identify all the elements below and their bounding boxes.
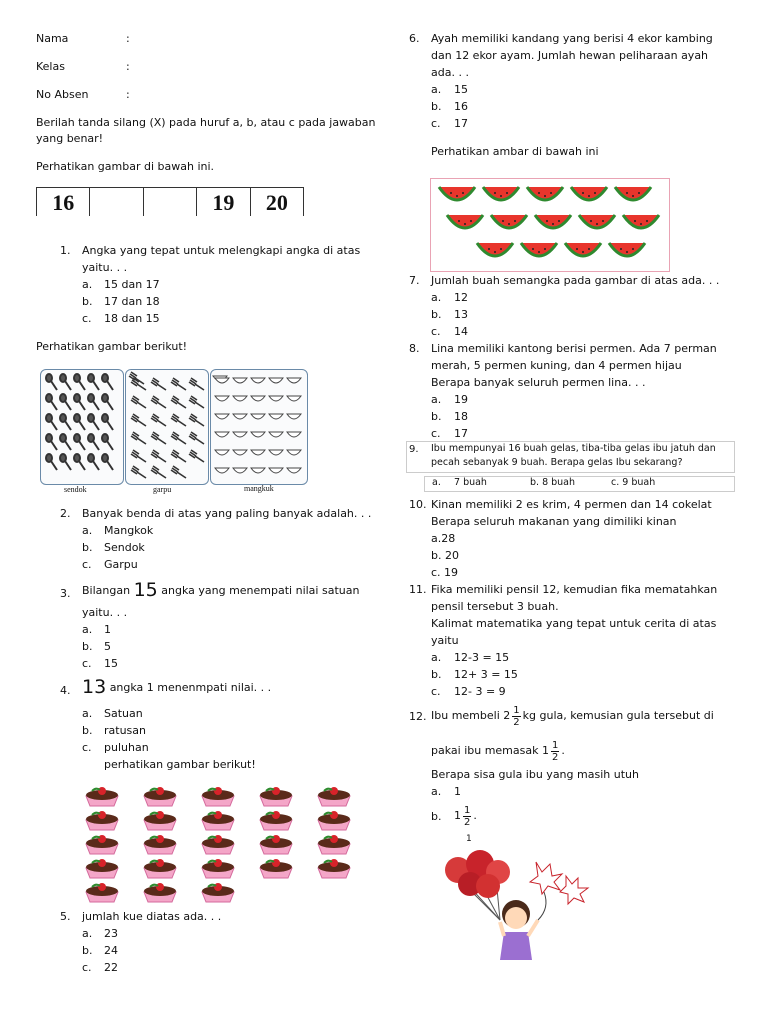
- q3-option-b[interactable]: 5: [104, 640, 111, 653]
- q4-text: [82, 676, 271, 699]
- q1-option-c[interactable]: 18 dan 15: [104, 312, 160, 325]
- label-absen: No Absen: [36, 88, 89, 101]
- q9-option-c[interactable]: c. 9 buah: [611, 477, 656, 488]
- forks-illustration: [126, 370, 208, 484]
- q8-option-letter[interactable]: a.: [431, 393, 442, 406]
- number-cell: [90, 188, 143, 216]
- q12-number: 12.: [409, 710, 427, 723]
- q9-option-b[interactable]: b. 8 buah: [530, 477, 576, 488]
- q12-text: Berapa sisa gula ibu yang masih utuh: [431, 768, 639, 781]
- q12-option-letter[interactable]: b.: [431, 810, 442, 823]
- q5-option-letter[interactable]: c.: [82, 961, 92, 974]
- fraction-numerator: 1: [464, 804, 471, 816]
- q3-pre: Bilangan: [82, 584, 131, 597]
- q3-option-letter[interactable]: c.: [82, 657, 92, 670]
- q11-text: pensil tersebut 3 buah.: [431, 600, 559, 613]
- q7-text: Jumlah buah semangka pada gambar di atas ada. . .: [431, 274, 720, 287]
- q4-number: 4.: [60, 684, 71, 697]
- q8-option-c[interactable]: 17: [454, 427, 468, 440]
- q5-option-letter[interactable]: a.: [82, 927, 93, 940]
- q12-stray-number: 1: [466, 834, 472, 844]
- perhatikan-2: Perhatikan gambar berikut!: [36, 340, 188, 353]
- q11-option-letter[interactable]: a.: [431, 651, 442, 664]
- q2-option-b[interactable]: Sendok: [104, 541, 145, 554]
- q10-text: Berapa seluruh makanan yang dimiliki kinan: [431, 515, 677, 528]
- q7-option-letter[interactable]: a.: [431, 291, 442, 304]
- q4-option-b[interactable]: ratusan: [104, 724, 146, 737]
- q6-text: Ayah memiliki kandang yang berisi 4 ekor kambing: [431, 32, 713, 45]
- q10-option-b[interactable]: b. 20: [431, 549, 459, 562]
- q6-option-letter[interactable]: c.: [431, 117, 441, 130]
- q9-option-letter[interactable]: a.: [432, 477, 441, 488]
- fraction-denominator: 2: [513, 716, 520, 728]
- q5-option-a[interactable]: 23: [104, 927, 118, 940]
- number-cell: 20: [265, 190, 288, 215]
- q3-option-letter[interactable]: b.: [82, 640, 93, 653]
- q11-option-b[interactable]: 12+ 3 = 15: [454, 668, 518, 681]
- q12-line2: [431, 734, 565, 768]
- q2-text: Banyak benda di atas yang paling banyak adalah. . .: [82, 507, 372, 520]
- q9-option-a[interactable]: 7 buah: [454, 477, 487, 488]
- q11-text: Fika memiliki pensil 12, kemudian fika mematahkan: [431, 583, 718, 596]
- number-cell: [144, 188, 197, 216]
- q1-option-letter[interactable]: b.: [82, 295, 93, 308]
- label-mangkuk: mangkuk: [244, 484, 274, 493]
- label-nama: Nama: [36, 32, 69, 45]
- q3-number: 3.: [60, 587, 71, 600]
- q12-fraction: [463, 805, 471, 828]
- q7-option-letter[interactable]: c.: [431, 325, 441, 338]
- cakes-illustration: [80, 782, 370, 906]
- perhatikan-1: Perhatikan gambar di bawah ini.: [36, 160, 215, 173]
- q11-option-letter[interactable]: b.: [431, 668, 442, 681]
- q10-option-a[interactable]: a.28: [431, 532, 456, 545]
- q3-option-a[interactable]: 1: [104, 623, 111, 636]
- q5-option-letter[interactable]: b.: [82, 944, 93, 957]
- q12-fraction: [551, 740, 559, 763]
- number-sequence-box: [36, 187, 304, 216]
- fraction-numerator: 1: [513, 704, 520, 716]
- q8-option-b[interactable]: 18: [454, 410, 468, 423]
- q12-line1: [431, 699, 714, 733]
- q1-option-letter[interactable]: a.: [82, 278, 93, 291]
- q2-option-letter[interactable]: b.: [82, 541, 93, 554]
- q9-number: 9.: [409, 444, 419, 455]
- colon-kelas: :: [126, 60, 130, 73]
- q4-option-letter[interactable]: b.: [82, 724, 93, 737]
- q7-option-letter[interactable]: b.: [431, 308, 442, 321]
- q8-text: Lina memiliki kantong berisi permen. Ada 7 perman: [431, 342, 717, 355]
- q10-option-c[interactable]: c. 19: [431, 566, 459, 579]
- q12-dot: .: [473, 809, 477, 822]
- q3-text: yaitu. . .: [82, 606, 128, 619]
- q12-option-b-whole: 1: [454, 809, 461, 822]
- q3-text: [82, 579, 359, 602]
- balloon-icon: [445, 850, 510, 920]
- spoons-illustration: [41, 370, 123, 484]
- q8-option-a[interactable]: 19: [454, 393, 468, 406]
- instruction-line2: yang benar!: [36, 132, 104, 145]
- q11-option-letter[interactable]: c.: [431, 685, 441, 698]
- q8-option-letter[interactable]: c.: [431, 427, 441, 440]
- q2-option-letter[interactable]: c.: [82, 558, 92, 571]
- q1-option-a[interactable]: 15 dan 17: [104, 278, 160, 291]
- label-kelas: Kelas: [36, 60, 65, 73]
- q5-number: 5.: [60, 910, 71, 923]
- q10-number: 10.: [409, 498, 427, 511]
- q11-number: 11.: [409, 583, 427, 596]
- q9-text: Ibu mempunyai 16 buah gelas, tiba-tiba gelas ibu jatuh dan: [431, 443, 716, 454]
- burst-balloon-icon: [530, 862, 588, 904]
- number-cell: 16: [37, 188, 90, 216]
- q6-text: dan 12 ekor ayam. Jumlah hewan peliharaan ayah: [431, 49, 709, 62]
- perhatikan-4: Perhatikan ambar di bawah ini: [431, 145, 599, 158]
- q3-option-c[interactable]: 15: [104, 657, 118, 670]
- q6-option-a[interactable]: 15: [454, 83, 468, 96]
- q1-option-b[interactable]: 17 dan 18: [104, 295, 160, 308]
- q5-option-b[interactable]: 24: [104, 944, 118, 957]
- label-garpu: garpu: [153, 485, 172, 494]
- colon-nama: :: [126, 32, 130, 45]
- q11-option-c[interactable]: 12- 3 = 9: [454, 685, 506, 698]
- label-sendok: sendok: [64, 485, 87, 494]
- q1-text: Angka yang tepat untuk melengkapi angka di atas: [82, 244, 361, 257]
- watermelons-illustration: [431, 179, 669, 271]
- q7-number: 7.: [409, 274, 420, 287]
- fraction-denominator: 2: [464, 816, 471, 828]
- girl-icon: [500, 892, 546, 960]
- q4-post: angka 1 menenmpati nilai. . .: [109, 681, 272, 694]
- q5-text: jumlah kue diatas ada. . .: [82, 910, 222, 923]
- q8-text: Berapa banyak seluruh permen lina. . .: [431, 376, 646, 389]
- colon-absen: :: [126, 88, 130, 101]
- watermelon-frame: [430, 178, 670, 272]
- q2-option-a[interactable]: Mangkok: [104, 524, 154, 537]
- number-cell: 19: [197, 188, 250, 216]
- q6-option-c[interactable]: 17: [454, 117, 468, 130]
- q10-text: Kinan memiliki 2 es krim, 4 permen dan 14 cokelat: [431, 498, 712, 511]
- q7-option-c[interactable]: 14: [454, 325, 468, 338]
- q2-option-c[interactable]: Garpu: [104, 558, 138, 571]
- girl-balloons-illustration: [438, 848, 598, 966]
- q6-text: ada. . .: [431, 66, 469, 79]
- q4-option-c[interactable]: puluhan: [104, 741, 149, 754]
- q9-text: pecah sebanyak 9 buah. Berapa gelas Ibu sekarang?: [431, 457, 683, 468]
- q2-number: 2.: [60, 507, 71, 520]
- fork-box: [125, 369, 209, 485]
- q8-option-letter[interactable]: b.: [431, 410, 442, 423]
- q12-option-letter[interactable]: a.: [431, 785, 442, 798]
- bowl-box: [210, 369, 308, 485]
- q8-text: merah, 5 permen kuning, dan 4 permen hijau: [431, 359, 682, 372]
- q11-option-a[interactable]: 12-3 = 15: [454, 651, 510, 664]
- spoon-box: [40, 369, 124, 485]
- q12-dot: .: [561, 744, 565, 757]
- q11-text: Kalimat matematika yang tepat untuk cerita di atas: [431, 617, 717, 630]
- q1-option-letter[interactable]: c.: [82, 312, 92, 325]
- q2-option-letter[interactable]: a.: [82, 524, 93, 537]
- q12-mid: kg gula, kemusian gula tersebut di: [522, 709, 714, 722]
- q12-fraction: [512, 705, 520, 728]
- q4-big-number: 13: [82, 676, 107, 698]
- q5-option-c[interactable]: 22: [104, 961, 118, 974]
- q4-option-letter[interactable]: a.: [82, 707, 93, 720]
- q6-option-letter[interactable]: a.: [431, 83, 442, 96]
- q3-big-number: 15: [133, 579, 158, 601]
- q1-text: yaitu. . .: [82, 261, 128, 274]
- q6-option-letter[interactable]: b.: [431, 100, 442, 113]
- q4-option-letter[interactable]: c.: [82, 741, 92, 754]
- fraction-numerator: 1: [551, 739, 559, 751]
- q6-number: 6.: [409, 32, 420, 45]
- perhatikan-3: perhatikan gambar berikut!: [104, 758, 256, 771]
- q7-option-a[interactable]: 12: [454, 291, 468, 304]
- q6-option-b[interactable]: 16: [454, 100, 468, 113]
- q3-option-letter[interactable]: a.: [82, 623, 93, 636]
- instruction-line1: Berilah tanda silang (X) pada huruf a, b, atau c pada jawaban: [36, 116, 376, 129]
- q12-option-a[interactable]: 1: [454, 785, 461, 798]
- q4-option-a[interactable]: Satuan: [104, 707, 143, 720]
- q12-pre: Ibu membeli 2: [431, 709, 511, 722]
- q7-option-b[interactable]: 13: [454, 308, 468, 321]
- q12-option-b[interactable]: [454, 799, 477, 833]
- q1-number: 1.: [60, 244, 71, 257]
- bowls-illustration: [211, 370, 307, 484]
- q8-number: 8.: [409, 342, 420, 355]
- q11-text: yaitu: [431, 634, 459, 647]
- q3-post: angka yang menempati nilai satuan: [161, 584, 360, 597]
- fraction-denominator: 2: [551, 751, 559, 763]
- q12-line2-text: pakai ibu memasak 1: [431, 744, 549, 757]
